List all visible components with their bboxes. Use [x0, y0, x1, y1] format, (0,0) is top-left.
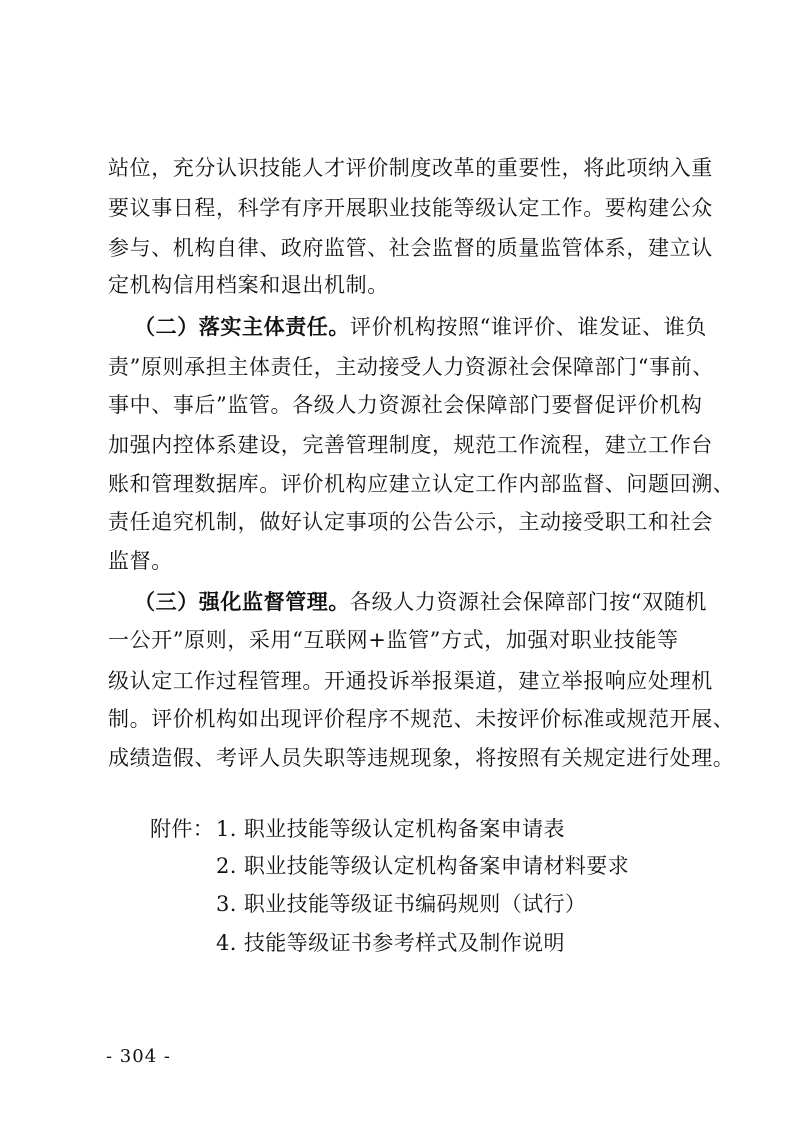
attachment-item-1: 1. 职业技能等级认定机构备案申请表 [216, 817, 565, 841]
paragraph-2-line-4: 加强内控体系建设，完善管理制度，规范工作流程，建立工作台 [108, 433, 713, 457]
paragraph-1-line-2: 要议事日程，科学有序开展职业技能等级认定工作。要构建公众 [108, 196, 713, 220]
paragraph-3-line-1-text: 各级人力资源社会保障部门按“双随机 [350, 590, 707, 614]
paragraph-3-line-5: 成绩造假、考评人员失职等违规现象，将按照有关规定进行处理。 [108, 746, 735, 770]
paragraph-1-line-3: 参与、机构自律、政府监管、社会监督的质量监管体系，建立认 [108, 236, 713, 260]
page-number: - 304 - [106, 1046, 171, 1067]
paragraph-2-line-6: 责任追究机制，做好认定事项的公告公示，主动接受职工和社会 [108, 510, 713, 534]
paragraph-2-line-5: 账和管理数据库。评价机构应建立认定工作内部监督、问题回溯、 [108, 472, 735, 496]
attachment-item-3: 3. 职业技能等级证书编码规则（试行） [216, 892, 587, 916]
paragraph-3-line-1 [134, 588, 707, 616]
paragraph-3-line-2: 一公开”原则，采用“互联网+监管”方式，加强对职业技能等 [108, 628, 679, 652]
paragraph-2-line-7: 监督。 [108, 549, 173, 573]
paragraph-1-line-4: 定机构信用档案和退出机制。 [108, 273, 389, 297]
attachment-item-4: 4. 技能等级证书参考样式及制作说明 [216, 931, 565, 955]
paragraph-2-heading: （二）落实主体责任。 [134, 314, 350, 339]
attachments-label: 附件： [150, 817, 215, 841]
paragraph-3-line-4: 制。评价机构如出现评价程序不规范、未按评价标准或规范开展、 [108, 707, 735, 731]
paragraph-2-line-1 [134, 313, 707, 341]
paragraph-3-line-3: 级认定工作过程管理。开通投诉举报渠道，建立举报响应处理机 [108, 669, 713, 693]
paragraph-2-line-2: 责”原则承担主体责任，主动接受人力资源社会保障部门“事前、 [108, 355, 714, 379]
paragraph-3-heading: （三）强化监督管理。 [134, 589, 350, 614]
attachment-item-2: 2. 职业技能等级认定机构备案申请材料要求 [216, 854, 630, 878]
paragraph-2-line-1-text: 评价机构按照“谁评价、谁发证、谁负 [350, 315, 707, 339]
paragraph-1-line-1: 站位，充分认识技能人才评价制度改革的重要性，将此项纳入重 [108, 156, 713, 180]
paragraph-2-line-3: 事中、事后”监管。各级人力资源社会保障部门要督促评价机构 [108, 393, 703, 417]
